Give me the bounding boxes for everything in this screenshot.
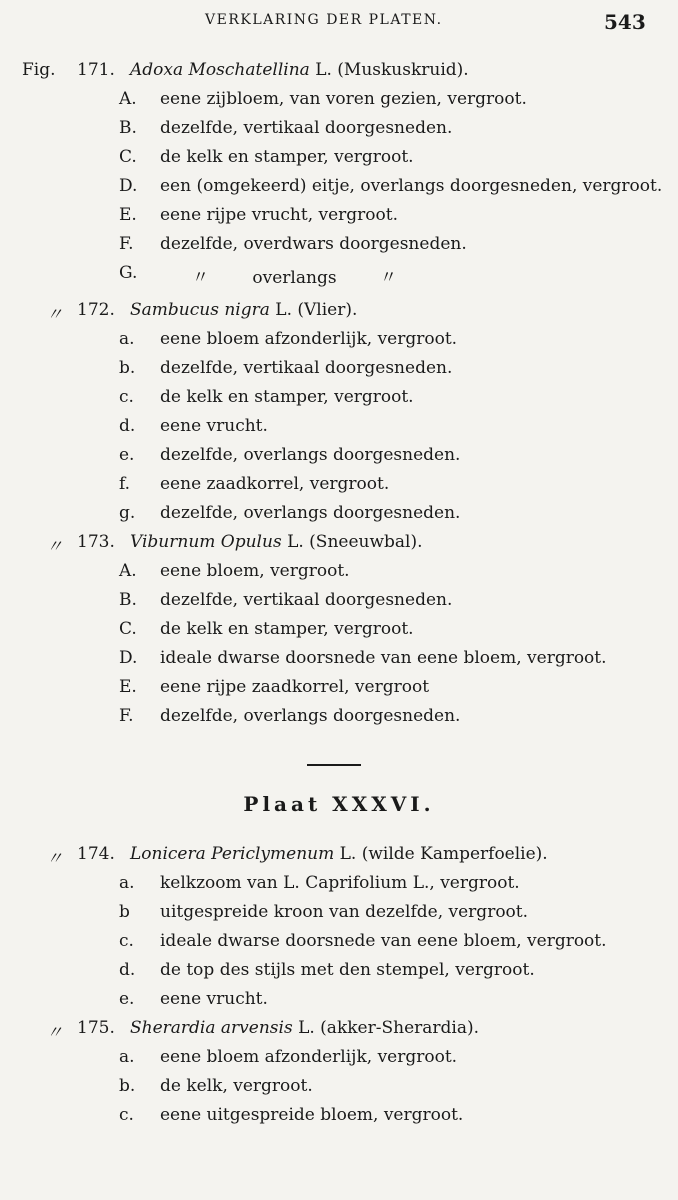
species-rest: L. (wilde Kamperfoelie). [339,844,548,864]
item-letter: C. [119,147,137,167]
item-letter: d. [119,416,136,436]
item-letter: f. [119,474,131,494]
item-description: dezelfde, vertikaal doorgesneden. [160,118,453,138]
item-letter: A. [119,89,137,109]
figure-heading [0,532,678,561]
item-letter: E. [119,677,137,697]
figure-number: 175. [77,1018,115,1038]
figure-item [0,619,678,648]
figure-prefix: 〃 [46,849,63,869]
species-name [130,60,469,80]
item-letter: G. [119,263,138,283]
figure-item [0,677,678,706]
figure-item [0,648,678,677]
item-letter: a. [119,873,135,893]
figure-item [0,561,678,590]
plate-title: Plaat XXXVI. [243,792,435,816]
species-rest: L. (Vlier). [275,300,358,320]
figure-prefix: Fig. [22,60,56,80]
figure-item [0,1047,678,1076]
figure-item [0,358,678,387]
item-description: eene bloem afzonderlijk, vergroot. [160,1047,458,1067]
figure-item [0,474,678,503]
figure-item [0,1076,678,1105]
figure-174 [0,844,678,1018]
figure-item [0,590,678,619]
item-description: eene zijbloem, van voren gezien, vergroot. [160,89,527,109]
item-letter: b. [119,358,136,378]
item-letter: a. [119,329,135,349]
item-letter: c. [119,387,134,407]
figure-item [0,176,678,205]
item-letter: E. [119,205,137,225]
figure-item [0,503,678,532]
figure-item [0,387,678,416]
item-letter: C. [119,619,137,639]
figure-item [0,234,678,263]
species-rest: L. (Muskuskruid). [315,60,469,80]
item-description: een (omgekeerd) eitje, overlangs doorgesneden, vergroot. [160,176,663,196]
figure-item [0,960,678,989]
item-description: dezelfde, overlangs doorgesneden. [160,706,461,726]
item-description: kelkzoom van L. Caprifolium L., vergroot. [160,873,520,893]
item-description: eene vrucht. [160,989,268,1009]
item-letter: F. [119,234,134,254]
item-description: de kelk, vergroot. [160,1076,313,1096]
item-description: eene bloem afzonderlijk, vergroot. [160,329,458,349]
figure-item [0,147,678,176]
item-description: eene rijpe vrucht, vergroot. [160,205,399,225]
item-description: 〃 overlangs 〃 [192,268,397,288]
latin-name: Viburnum Opulus [130,532,282,552]
species-name [130,1018,479,1038]
item-description: de kelk en stamper, vergroot. [160,147,414,167]
figure-prefix: 〃 [46,1023,63,1043]
item-description: dezelfde, vertikaal doorgesneden. [160,358,453,378]
figure-item [0,1105,678,1134]
figure-item [0,706,678,735]
item-description: uitgespreide kroon van dezelfde, vergroot. [160,902,529,922]
item-letter: F. [119,706,134,726]
item-letter: A. [119,561,137,581]
item-description: ideale dwarse doorsnede van eene bloem, vergroot. [160,931,607,951]
species-name [130,844,548,864]
item-description: eene bloem, vergroot. [160,561,350,581]
item-description: de kelk en stamper, vergroot. [160,387,414,407]
figure-171 [0,60,678,292]
item-description: eene vrucht. [160,416,268,436]
item-letter: g. [119,503,136,523]
figure-prefix: 〃 [46,305,63,325]
item-letter: B. [119,590,137,610]
figure-number: 174. [77,844,115,864]
figure-item [0,263,678,292]
figure-heading [0,844,678,873]
item-letter: b. [119,1076,136,1096]
figure-item [0,205,678,234]
running-title: VERKLARING DER PLATEN. [205,12,443,28]
item-letter: b [119,902,130,922]
figure-item [0,329,678,358]
figure-item [0,89,678,118]
item-description: dezelfde, overdwars doorgesneden. [160,234,467,254]
item-letter: c. [119,931,134,951]
item-letter: e. [119,445,135,465]
figure-number: 172. [77,300,115,320]
item-description: dezelfde, overlangs doorgesneden. [160,445,461,465]
latin-name: Adoxa Moschatellina [130,60,310,80]
latin-name: Sambucus nigra [130,300,270,320]
species-rest: L. (Sneeuwbal). [287,532,423,552]
figure-172 [0,300,678,532]
figure-item [0,416,678,445]
item-description: eene uitgespreide bloem, vergroot. [160,1105,464,1125]
figure-item [0,931,678,960]
figure-item [0,873,678,902]
page-header [0,10,678,38]
section-divider [307,764,361,766]
figure-item [0,989,678,1018]
figure-heading [0,300,678,329]
figure-173 [0,532,678,735]
figure-item [0,902,678,931]
latin-name: Lonicera Periclymenum [130,844,335,864]
item-letter: D. [119,176,138,196]
item-description: dezelfde, overlangs doorgesneden. [160,503,461,523]
species-rest: L. (akker-Sherardia). [298,1018,480,1038]
item-description: de kelk en stamper, vergroot. [160,619,414,639]
item-description: ideale dwarse doorsnede van eene bloem, vergroot. [160,648,607,668]
item-letter: a. [119,1047,135,1067]
figure-number: 171. [77,60,115,80]
item-letter: e. [119,989,135,1009]
item-letter: B. [119,118,137,138]
figure-heading [0,60,678,89]
figure-item [0,118,678,147]
item-letter: c. [119,1105,134,1125]
figure-175 [0,1018,678,1134]
item-description: de top des stijls met den stempel, vergroot. [160,960,535,980]
figure-item [0,445,678,474]
item-letter: D. [119,648,138,668]
item-description: eene rijpe zaadkorrel, vergroot [160,677,430,697]
latin-name: Sherardia arvensis [130,1018,293,1038]
figure-heading [0,1018,678,1047]
item-description: eene zaadkorrel, vergroot. [160,474,390,494]
figure-number: 173. [77,532,115,552]
figure-prefix: 〃 [46,537,63,557]
species-name [130,300,357,320]
species-name [130,532,423,552]
item-letter: d. [119,960,136,980]
page-number: 543 [604,10,646,34]
item-description: dezelfde, vertikaal doorgesneden. [160,590,453,610]
